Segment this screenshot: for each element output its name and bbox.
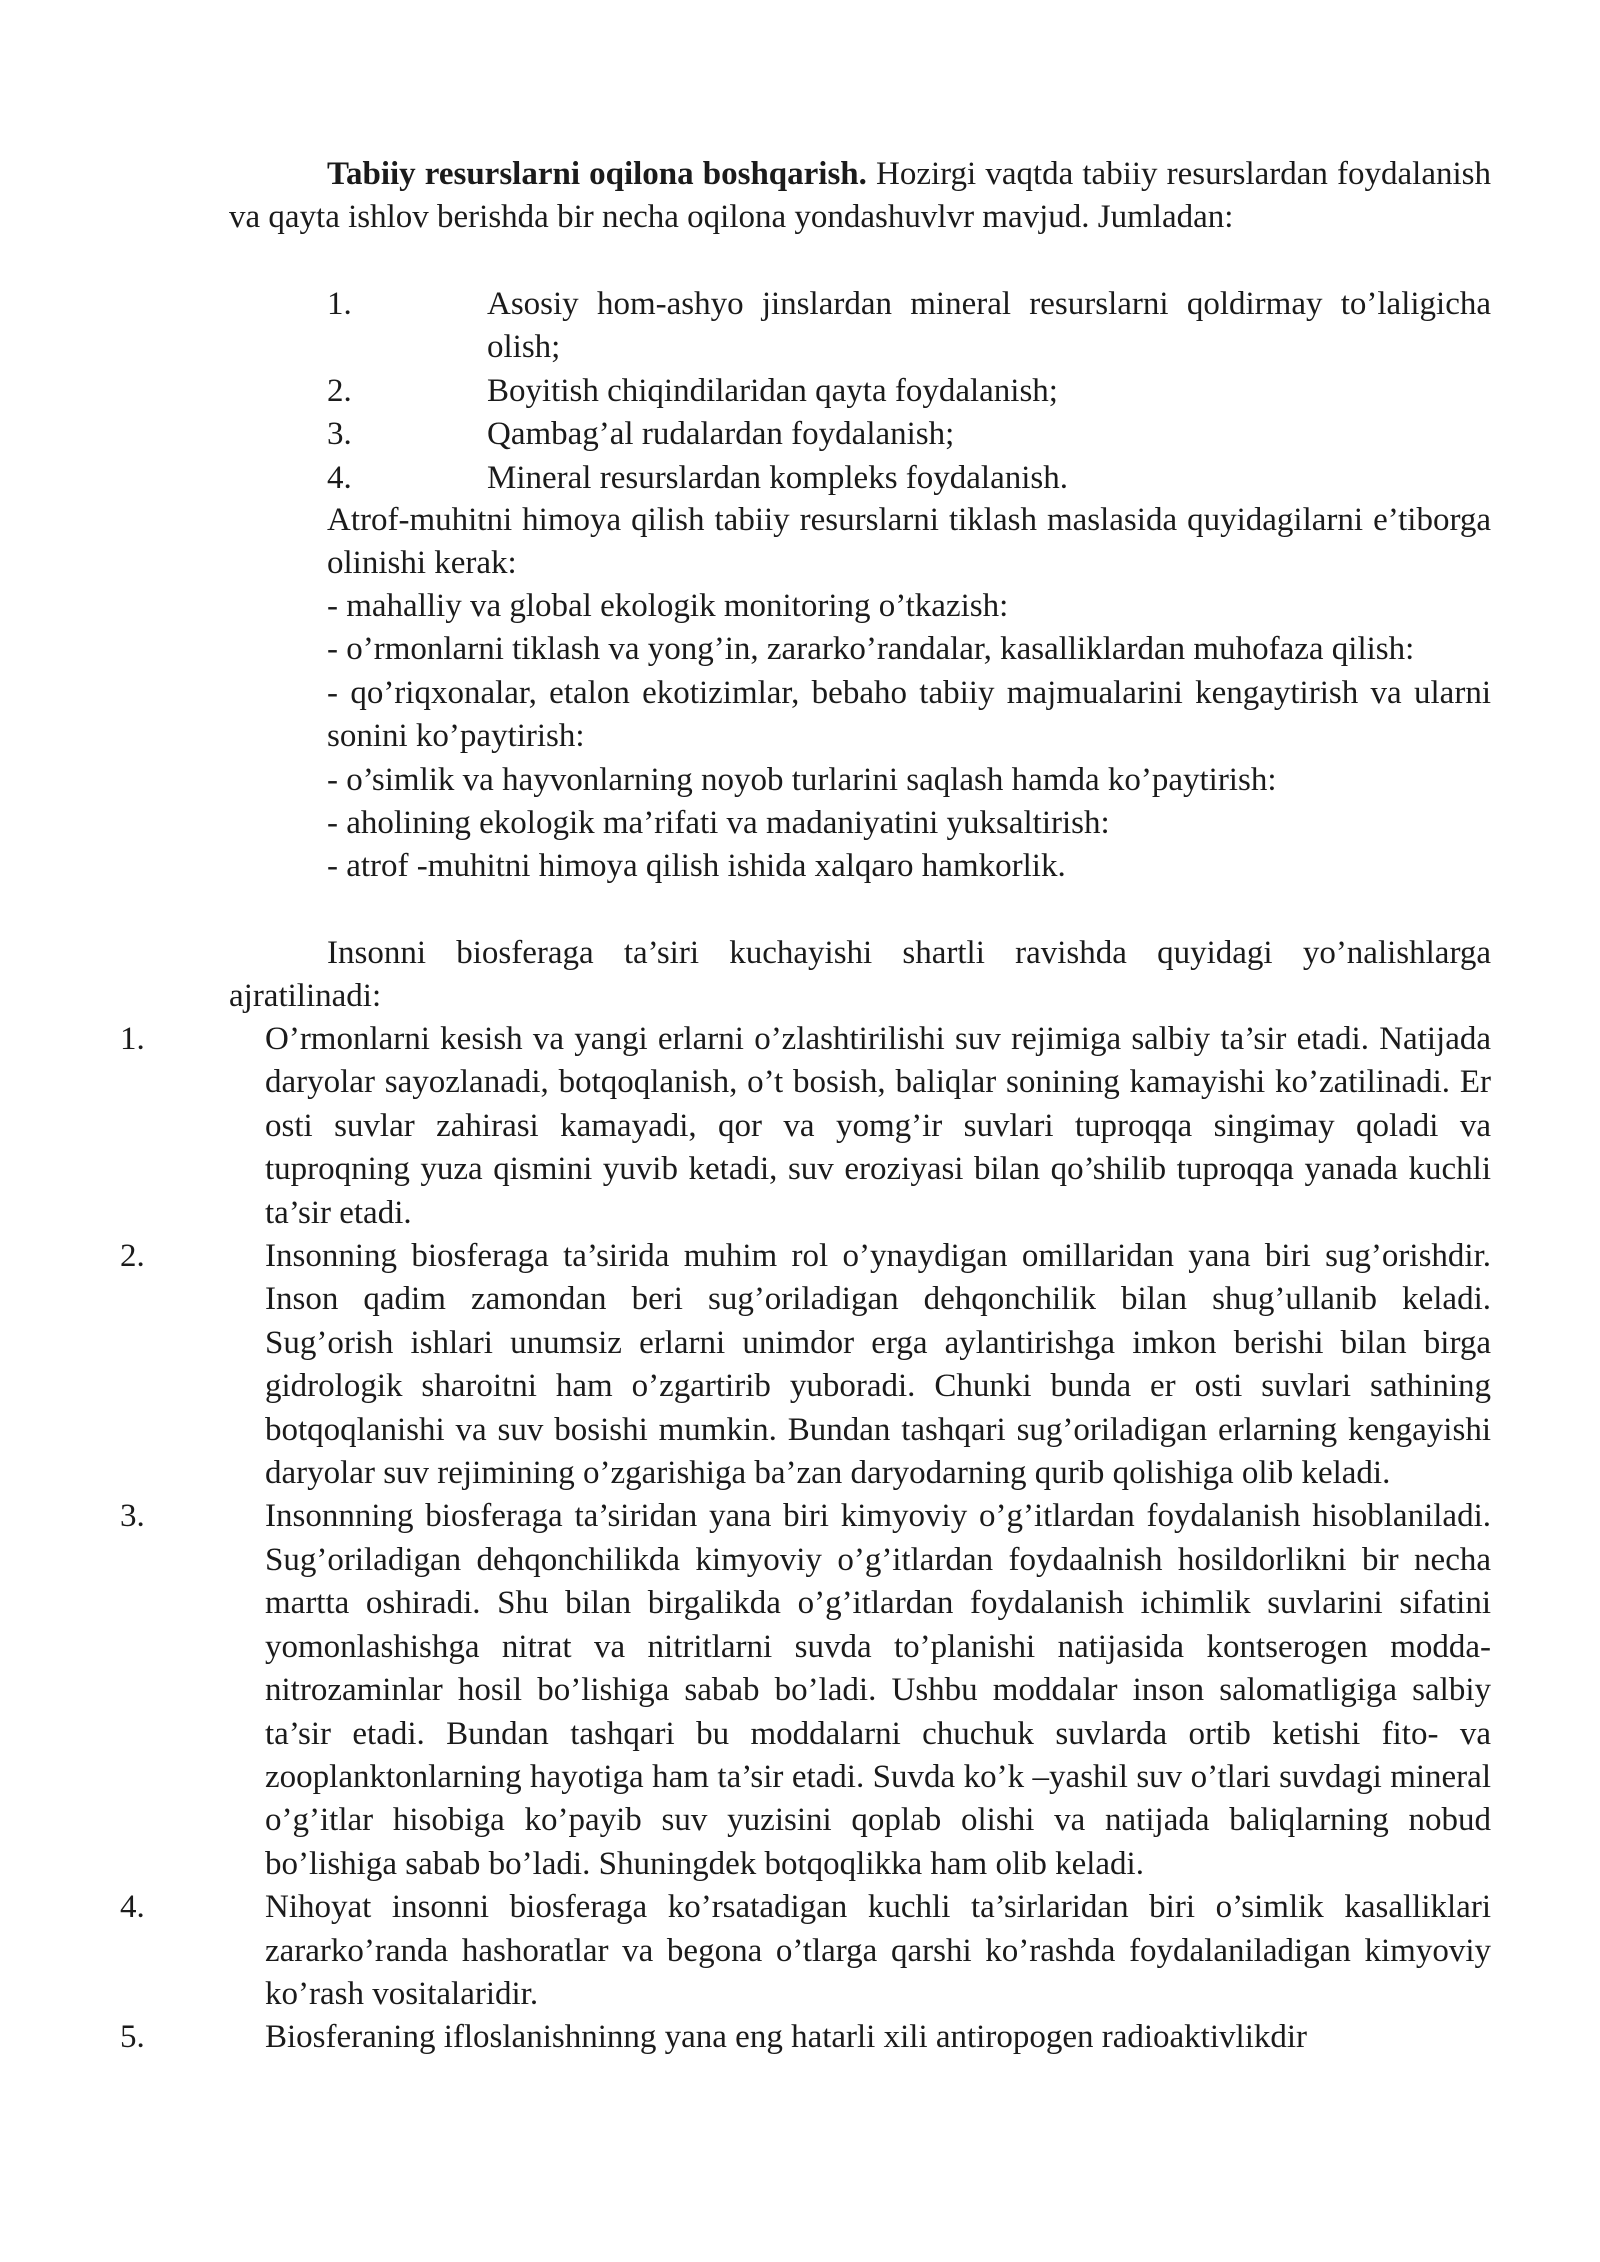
list-item (327, 283, 1491, 370)
intro-text: Hozirgi vaqtda tabiiy resurslardan foydalanish va qayta ishlov berishda bir necha oqilona yondashuvlvr mavjud. Jumladan: (229, 156, 1491, 236)
bullet-item: - o’simlik va hayvonlarning noyob turlarini saqlash hamda ko’paytirish: (327, 761, 1277, 798)
influence-list (120, 1018, 1491, 2060)
list-item-number: 3. (327, 416, 352, 453)
list-item-text: Boyitish chiqindilaridan qayta foydalanish; (487, 372, 1058, 409)
protection-paragraph: Atrof-muhitni himoya qilish tabiiy resurslarni tiklash maslasida quyidagilarni e’tiborga olinishi kerak: (327, 502, 1491, 582)
list-item-text: O’rmonlarni kesish va yangi erlarni o’zlashtirilishi suv rejimiga salbiy ta’sir etadi. Natijada daryolar sayozlanadi, botqoqlanish, o’t bosish, baliqlar sonining kamayishi ko’zatilinadi. Er osti suvlar zahirasi kamayadi, qor va yomg’ir suvlari tuproqqa singimay qoladi va tuproqning yuza qismini yuvib ketadi, suv eroziyasi bilan qo’shilib tuproqqa yanada kuchli ta’sir etadi. (265, 1021, 1491, 1231)
list-item-number: 5. (120, 2019, 145, 2056)
list-item-text: Biosferaning ifloslanishninng yana eng hatarli xili antiropogen radioaktivlikdir (265, 2019, 1308, 2056)
bullet-item: - o’rmonlarni tiklash va yong’in, zararko’randalar, kasalliklardan muhofaza qilish: (327, 631, 1415, 668)
resource-method-list (327, 283, 1491, 500)
list-item (120, 1018, 1491, 1235)
list-item-text: Insonning biosferaga ta’sirida muhim rol o’ynaydigan omillaridan yana biri sug’orishdir. Inson qadim zamondan beri sug’oriladigan dehqonchilik bilan shug’ullanib keladi. Sug’orish ishlari unumsiz erlarni unimdor erga aylantirishga imkon berishi bilan birga gidrologik sharoitni ham o’zgartirib yuboradi. Chunki bunda er osti suvlari sathining botqoqlanishi va suv bosishi mumkin. Bundan tashqari sug’oriladigan erlarning kengayishi daryolar suv rejimining o’zgarishiga ba’zan daryodarning qurib qolishiga olib keladi. (265, 1238, 1491, 1492)
intro-paragraph (229, 153, 1491, 240)
list-item-number: 4. (120, 1889, 145, 1926)
bullet-item: - mahalliy va global ekologik monitoring o’tkazish: (327, 588, 1009, 624)
bullet-item: - qo’riqxonalar, etalon ekotizimlar, bebaho tabiiy majmualarini kengaytirish va ularni sonini ko’paytirish: (327, 674, 1491, 755)
list-item-number: 3. (120, 1498, 145, 1535)
list-item (327, 370, 1491, 413)
list-item-text: Asosiy hom-ashyo jinslardan mineral resurslarni qoldirmay to’laligicha olish; (487, 286, 1491, 366)
bullet-item: - atrof -muhitni himoya qilish ishida xalqaro hamkorlik. (327, 848, 1066, 885)
list-item-number: 2. (120, 1238, 145, 1275)
list-item-number: 2. (327, 372, 352, 409)
protection-bullet-list (327, 585, 1491, 889)
bullet-item: - aholining ekologik ma’rifati va madaniyatini yuksaltirish: (327, 805, 1110, 842)
list-item (120, 1495, 1491, 1886)
list-item-text: Qambag’al rudalardan foydalanish; (487, 416, 955, 453)
list-item (327, 457, 1491, 500)
list-item (120, 1886, 1491, 2016)
list-item-text: Mineral resurslardan kompleks foydalanish. (487, 459, 1069, 496)
influence-paragraph: Insonni biosferaga ta’siri kuchayishi shartli ravishda quyidagi yo’nalishlarga ajratilinadi: (229, 935, 1491, 1015)
list-item-number: 4. (327, 459, 352, 496)
list-item (327, 413, 1491, 456)
intro-heading: Tabiiy resurslarni oqilona boshqarish. (327, 156, 867, 192)
list-item-text: Insonnning biosferaga ta’siridan yana biri kimyoviy o’g’itlardan foydalanish hisoblaniladi. Sug’oriladigan dehqonchilikda kimyoviy o’g’itlardan foydaalnish hosildorlikni bir necha martta oshiradi. Shu bilan birgalikda o’g’itlardan foydalanish ichimlik suvlarini sifatini yomonlashishga nitrat va nitritlarni suvda to’planishi natijasida kontserogen modda-nitrozaminlar hosil bo’lishiga sabab bo’ladi. Ushbu moddalar inson salomatligiga salbiy ta’sir etadi. Bundan tashqari bu moddalarni chuchuk suvlarda ortib ketishi fito- va zooplanktonlarning hayotiga ham ta’sir etadi. Suvda ko’k –yashil suv o’tlari suvdagi mineral o’g’itlar hisobiga ko’payib suv yuzisini qoplab olishi va natijada baliqlarning nobud bo’lishiga sabab bo’ladi. Shuningdek botqoqlikka ham olib keladi. (265, 1498, 1491, 1882)
list-item-text: Nihoyat insonni biosferaga ko’rsatadigan kuchli ta’sirlaridan biri o’simlik kasalliklari zararko’randa hashoratlar va begona o’tlarga qarshi ko’rashda foydalaniladigan kimyoviy ko’rash vositalaridir. (265, 1889, 1491, 2012)
list-item (120, 1235, 1491, 1495)
list-item-number: 1. (120, 1021, 145, 1057)
list-item (120, 2016, 1491, 2059)
list-item-number: 1. (327, 286, 352, 322)
